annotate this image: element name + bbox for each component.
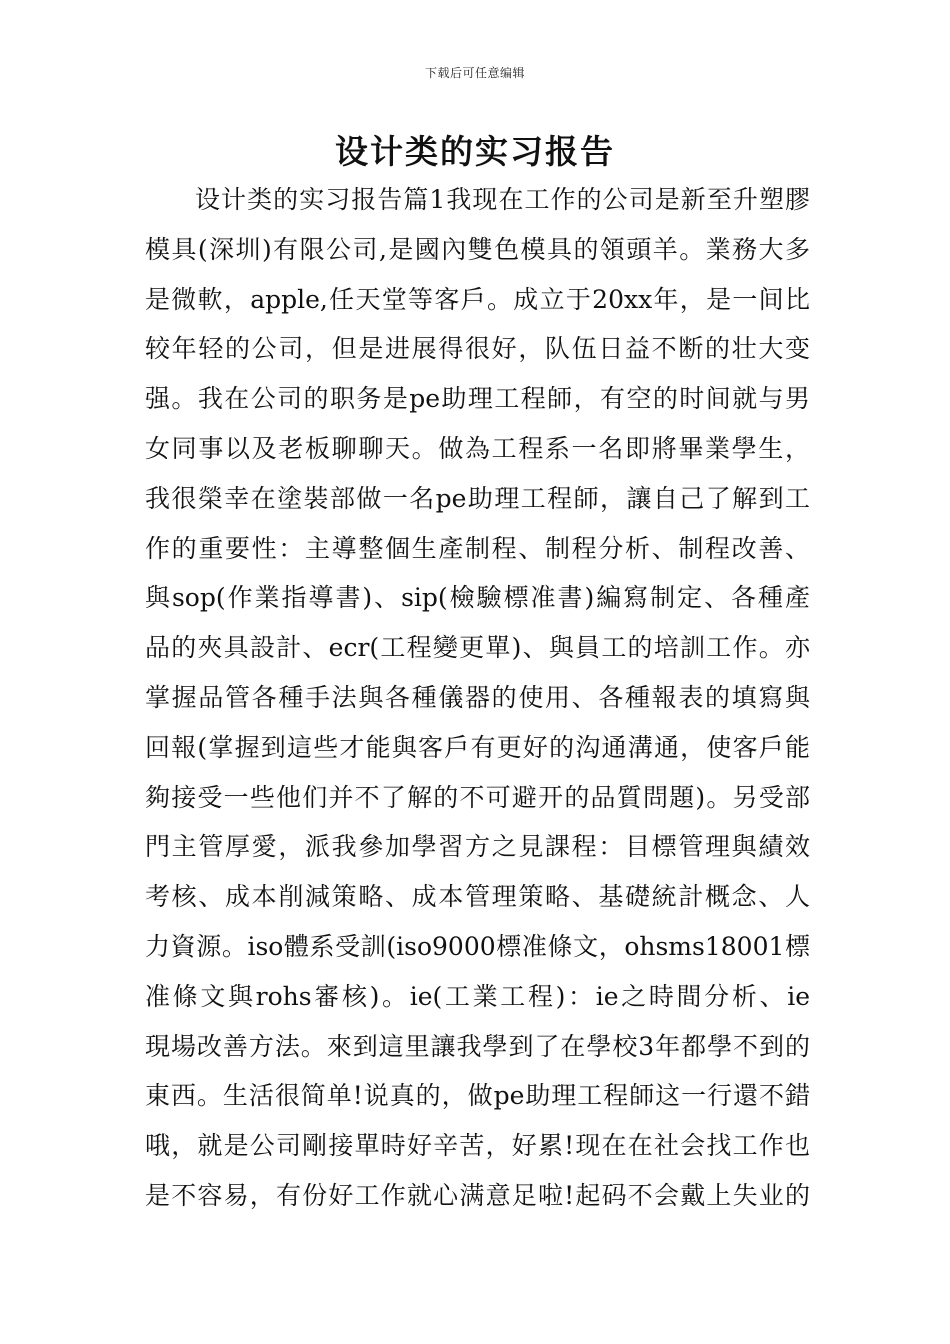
body-line: 品的夾具設計、ecr(工程變更單)、與員工的培訓工作。亦 (145, 633, 810, 663)
body-line: 模具(深圳)有限公司,是國內雙色模具的領頭羊。業務大多 (145, 234, 810, 264)
body-line: 現場改善方法。來到這里讓我學到了在學校3年都學不到的 (145, 1031, 810, 1061)
body-line: 较年轻的公司，但是进展得很好，队伍日益不断的壮大变 (145, 334, 810, 364)
body-line: 掌握品管各種手法與各種儀器的使用、各種報表的填寫與 (145, 682, 810, 712)
body-line: 力資源。iso體系受訓(iso9000標准條文，ohsms18001標 (145, 931, 810, 961)
body-line: 夠接受一些他们并不了解的不可避开的品質問題)。另受部 (145, 782, 810, 812)
body-line: 哦，就是公司剛接單時好辛苦，好累!现在在社会找工作也 (145, 1131, 810, 1161)
document-title: 设计类的实习报告 (335, 132, 615, 171)
body-line: 與sop(作業指導書)、sip(檢驗標准書)編寫制定、各種產 (145, 583, 810, 613)
body-line: 門主管厚愛，派我參加學習方之見課程：目標管理與績效 (145, 832, 810, 862)
body-line: 是微軟，apple,任天堂等客戶。成立于20xx年，是一间比 (145, 284, 810, 314)
body-line: 准條文與rohs審核)。ie(工業工程)：ie之時間分析、ie (145, 981, 810, 1011)
body-line: 强。我在公司的职务是pe助理工程師，有空的时间就与男 (145, 384, 810, 414)
header-note: 下载后可任意编辑 (424, 66, 525, 80)
body-line: 我很榮幸在塗裝部做一名pe助理工程師，讓自己了解到工 (145, 483, 810, 513)
body-line: 女同事以及老板聊聊天。做為工程系一名即將畢業學生， (145, 433, 810, 463)
document-body (145, 182, 810, 1228)
body-line: 设计类的实习报告篇1我现在工作的公司是新至升塑膠 (195, 185, 810, 214)
body-line: 回報(掌握到這些才能與客戶有更好的沟通溝通，使客戶能 (145, 732, 810, 762)
body-line: 作的重要性：主導整個生產制程、制程分析、制程改善、 (145, 533, 810, 563)
body-line: 考核、成本削減策略、成本管理策略、基礎統計概念、人 (145, 882, 810, 912)
body-line: 是不容易，有份好工作就心满意足啦!起码不会戴上失业的 (145, 1180, 810, 1210)
body-line: 東西。生活很简单!说真的，做pe助理工程師这一行還不錯 (145, 1081, 810, 1111)
